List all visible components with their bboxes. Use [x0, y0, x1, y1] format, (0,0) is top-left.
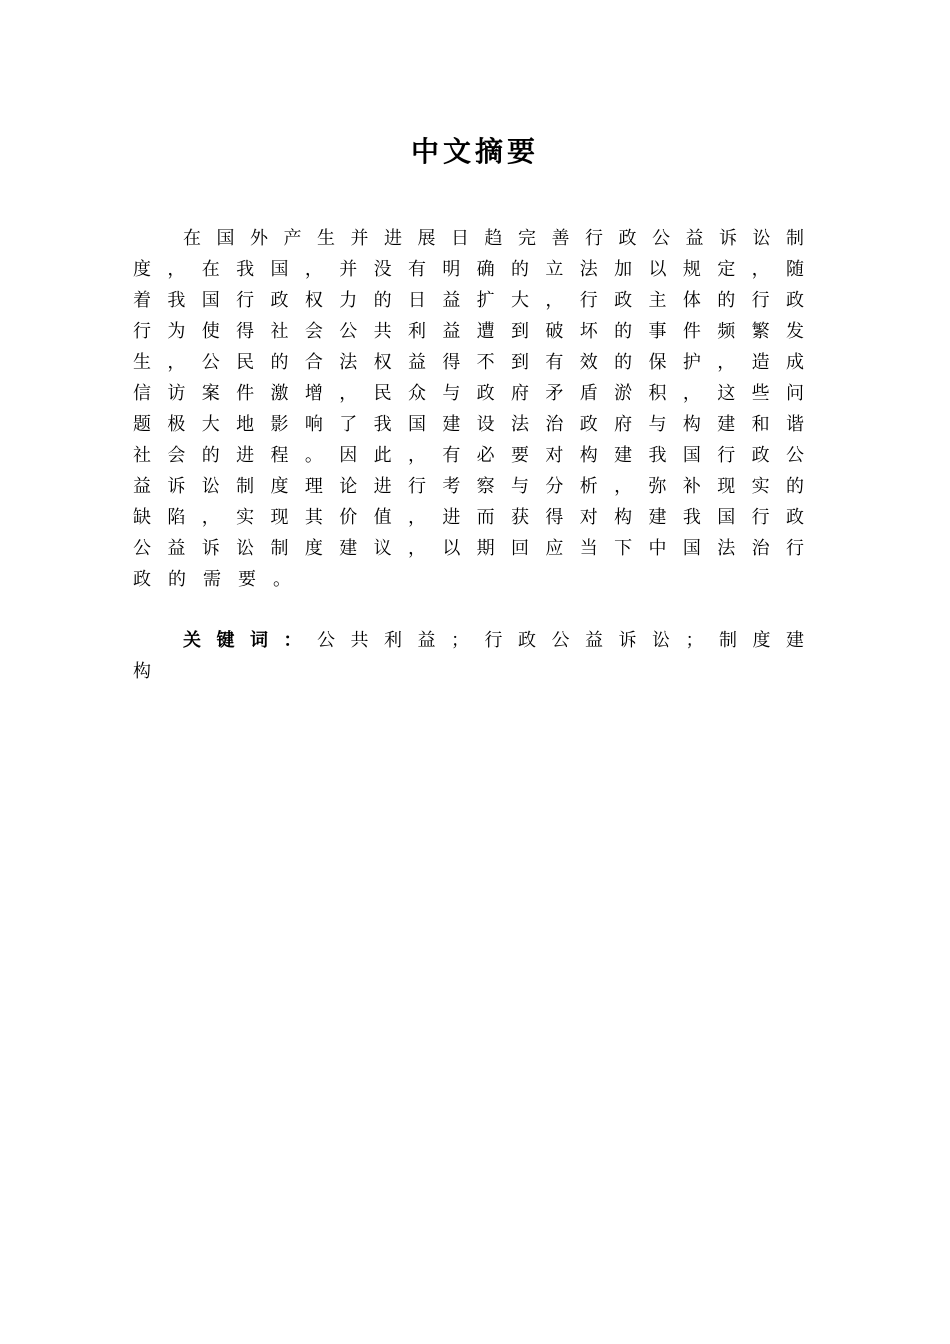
abstract-line: 缺陷，实现其价值，进而获得对构建我国行政 [133, 507, 804, 528]
abstract-line: 度，在我国，并没有明确的立法加以规定，随 [133, 259, 804, 280]
abstract-line: 公益诉讼制度建议，以期回应当下中国法治行 [133, 538, 804, 559]
abstract-line: 信访案件激增，民众与政府矛盾淤积，这些问 [133, 383, 804, 404]
keywords-text: 公共利益；行政公益诉讼；制度建 [317, 630, 804, 651]
keywords-label: 关键词： [183, 630, 317, 651]
abstract-line: 在国外产生并进展日趋完善行政公益诉讼制 [183, 228, 804, 249]
keywords-line-continued: 构 [133, 661, 168, 682]
abstract-line: 政的需要。 [133, 569, 308, 590]
abstract-line: 社会的进程。因此，有必要对构建我国行政公 [133, 445, 804, 466]
abstract-line: 着我国行政权力的日益扩大，行政主体的行政 [133, 290, 804, 311]
keywords-line [183, 625, 804, 656]
page-title: 中文摘要 [410, 135, 539, 168]
abstract-line: 行为使得社会公共利益遭到破坏的事件频繁发 [133, 321, 804, 342]
abstract-line: 生，公民的合法权益得不到有效的保护，造成 [133, 352, 804, 373]
abstract-line: 益诉讼制度理论进行考察与分析，弥补现实的 [133, 476, 804, 497]
abstract-line: 题极大地影响了我国建设法治政府与构建和谐 [133, 414, 804, 435]
